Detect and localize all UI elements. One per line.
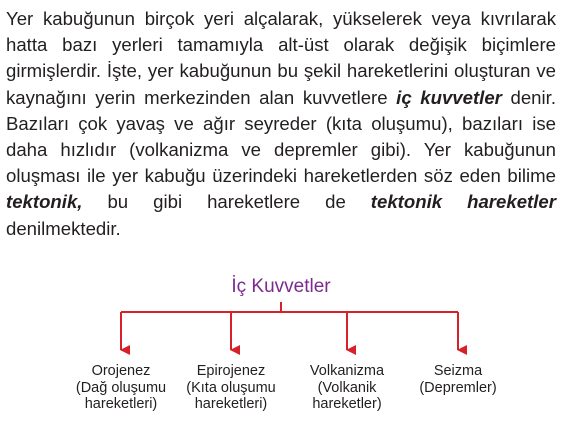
paragraph-text-2: denir. Bazıları çok yavaş ve ağır seyreder (kıta oluşumu), bazıları ise daha hızlıdır (volkanizma ve depremler gibi). Yer kabuğunun oluşması ile yer kabuğu üzerindeki hareketlerden söz eden bilime [6, 86, 556, 187]
node-volkanizma-desc-2: hareketler) [312, 396, 382, 412]
paragraph-text-3: bu gibi hareketlere de [82, 191, 371, 213]
term-tektonik-hareketler: tektonik hareketler [370, 191, 556, 213]
node-volkanizma-desc-1: (Volkanik [317, 379, 377, 396]
node-orojenez-desc-1: (Dağ oluşumu [75, 379, 167, 396]
node-epirojenez-name: Epirojenez [196, 363, 266, 379]
node-orojenez [61, 363, 181, 413]
node-epirojenez-desc-2: hareketleri) [194, 396, 268, 412]
term-ic-kuvvetler: iç kuvvetler [396, 86, 502, 108]
node-orojenez-name: Orojenez [91, 363, 151, 379]
node-volkanizma-name: Volkanizma [309, 363, 385, 379]
node-epirojenez [171, 363, 291, 413]
ic-kuvvetler-diagram [0, 270, 562, 423]
paragraph-text-4: denilmektedir. [6, 217, 121, 239]
node-orojenez-desc-2: hareketleri) [84, 396, 158, 412]
body-paragraph [6, 6, 556, 242]
diagram-title: İç Kuvvetler [231, 276, 331, 297]
node-seizma [398, 363, 518, 396]
node-epirojenez-desc-1: (Kıta oluşumu [186, 379, 276, 396]
node-seizma-desc-1: (Depremler) [419, 379, 497, 396]
node-volkanizma [287, 363, 407, 413]
paragraph-text-1: Yer kabuğunun birçok yeri alçalarak, yükselerek veya kıvrılarak hatta bazı yerleri tamamıyla alt-üst olarak değişik biçimlere girmişlerdir. İşte, yer kabuğunun bu şekil hareketlerini oluşturan ve kaynağını yerin merkezinden alan kuvvetlere [6, 8, 556, 108]
term-tektonik: tektonik, [6, 191, 83, 213]
node-seizma-name: Seizma [433, 363, 483, 379]
